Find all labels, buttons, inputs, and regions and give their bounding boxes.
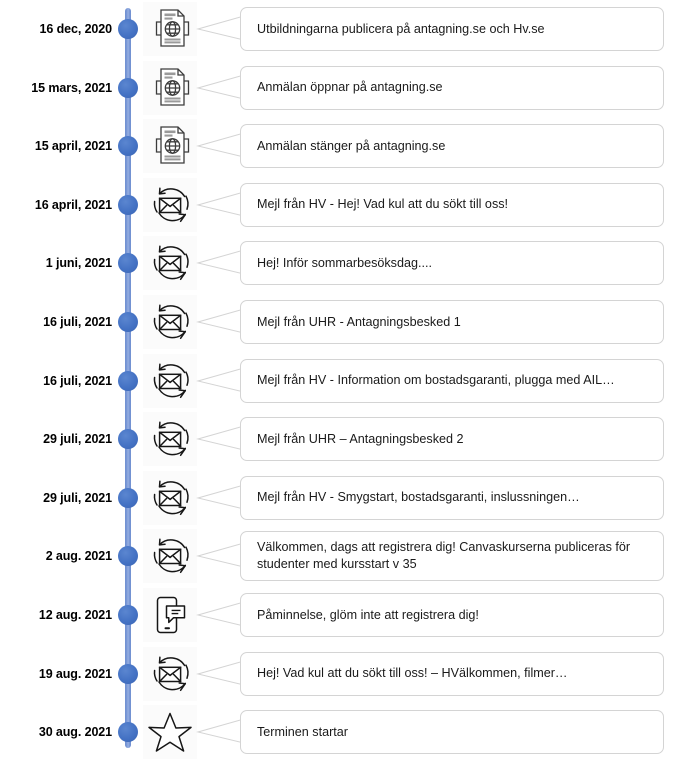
callout-tail — [196, 302, 244, 342]
event-date: 1 juni, 2021 — [45, 256, 112, 271]
timeline-node-dot[interactable] — [118, 371, 138, 391]
event-callout[interactable] — [240, 593, 664, 637]
event-callout[interactable] — [240, 241, 664, 285]
timeline-event-row — [0, 410, 687, 468]
timeline-event-row — [0, 586, 687, 644]
timeline-event-row — [0, 293, 687, 351]
event-text: Terminen startar — [257, 724, 348, 739]
web-document-icon — [147, 6, 193, 52]
event-text: Påminnelse, glöm inte att registrera dig! — [257, 607, 479, 622]
event-icon-cell — [143, 588, 197, 642]
event-icon-cell — [143, 295, 197, 349]
event-date: 16 juli, 2021 — [43, 315, 112, 329]
event-text: Hej! Vad kul att du sökt till oss! – HVälkommen, filmer… — [257, 666, 568, 681]
timeline-node-dot[interactable] — [118, 136, 138, 156]
timeline-node-dot[interactable] — [118, 195, 138, 215]
email-sync-icon — [146, 239, 194, 287]
email-sync-icon — [146, 181, 194, 229]
event-date: 15 april, 2021 — [34, 139, 112, 154]
event-callout[interactable] — [240, 300, 664, 344]
callout-tail-wrap — [196, 478, 244, 518]
timeline-node-dot[interactable] — [118, 19, 138, 39]
callout-tail — [196, 712, 244, 752]
event-date: 16 april, 2021 — [34, 197, 112, 212]
timeline-node-dot[interactable] — [118, 488, 138, 508]
timeline-node-dot[interactable] — [118, 605, 138, 625]
event-text: Utbildningarna publicera på antagning.se och Hv.se — [257, 21, 545, 36]
mobile-message-icon — [147, 592, 193, 638]
callout-tail-wrap — [196, 9, 244, 49]
event-text: Mejl från UHR – Antagningsbesked 2 — [257, 431, 464, 446]
email-sync-icon — [146, 474, 194, 522]
callout-tail — [196, 185, 244, 225]
event-date: 30 aug. 2021 — [38, 725, 112, 740]
event-icon-cell — [143, 529, 197, 583]
web-document-icon — [147, 123, 193, 169]
callout-tail-wrap — [196, 536, 244, 576]
timeline-event-row — [0, 59, 687, 117]
callout-tail — [196, 126, 244, 166]
event-callout[interactable] — [240, 531, 664, 581]
callout-tail — [196, 536, 244, 576]
event-date: 16 juli, 2021 — [43, 373, 112, 388]
callout-tail-wrap — [196, 654, 244, 694]
callout-tail-wrap — [196, 243, 244, 283]
event-icon-cell — [143, 236, 197, 290]
timeline-node-dot[interactable] — [118, 664, 138, 684]
timeline-event-row — [0, 645, 687, 703]
timeline-node-dot[interactable] — [118, 312, 138, 332]
event-date: 29 juli, 2021 — [43, 490, 112, 505]
timeline-event-row — [0, 352, 687, 410]
event-icon-cell — [143, 354, 197, 408]
event-date: 19 aug. 2021 — [38, 666, 112, 681]
event-icon-cell — [143, 412, 197, 466]
timeline-node-dot[interactable] — [118, 722, 138, 742]
event-callout[interactable] — [240, 66, 664, 110]
event-callout[interactable] — [240, 652, 664, 696]
event-text: Välkommen, dags att registrera dig! Canvaskurserna publiceras för studenter med kursstart v 35 — [257, 540, 631, 572]
event-icon-cell — [143, 647, 197, 701]
callout-tail-wrap — [196, 185, 244, 225]
timeline-event-row — [0, 0, 687, 58]
callout-tail — [196, 595, 244, 635]
event-icon-cell — [143, 119, 197, 173]
event-text: Mejl från UHR - Antagningsbesked 1 — [257, 314, 461, 329]
callout-tail — [196, 68, 244, 108]
event-icon-cell — [143, 61, 197, 115]
callout-tail-wrap — [196, 68, 244, 108]
event-icon-cell — [143, 178, 197, 232]
callout-tail — [196, 419, 244, 459]
event-date: 12 aug. 2021 — [38, 608, 112, 622]
email-sync-icon — [146, 357, 194, 405]
timeline-event-row — [0, 234, 687, 292]
event-callout[interactable] — [240, 183, 664, 227]
event-date: 29 juli, 2021 — [43, 432, 112, 447]
event-icon-cell — [143, 471, 197, 525]
callout-tail-wrap — [196, 126, 244, 166]
callout-tail-wrap — [196, 361, 244, 401]
email-sync-icon — [146, 415, 194, 463]
callout-tail — [196, 243, 244, 283]
timeline-event-row — [0, 469, 687, 527]
star-icon — [146, 708, 194, 756]
callout-tail — [196, 9, 244, 49]
event-callout[interactable] — [240, 417, 664, 461]
timeline-event-row — [0, 703, 687, 761]
timeline-node-dot[interactable] — [118, 78, 138, 98]
web-document-icon — [147, 65, 193, 111]
event-text: Mejl från HV - Smygstart, bostadsgaranti, inslussningen… — [257, 490, 580, 505]
event-icon-cell — [143, 2, 197, 56]
event-text: Mejl från HV - Hej! Vad kul att du sökt till oss! — [257, 197, 509, 212]
event-callout[interactable] — [240, 476, 664, 520]
event-date: 15 mars, 2021 — [31, 80, 112, 95]
timeline-event-row — [0, 117, 687, 175]
callout-tail-wrap — [196, 595, 244, 635]
event-callout[interactable] — [240, 124, 664, 168]
email-sync-icon — [146, 650, 194, 698]
event-callout[interactable] — [240, 7, 664, 51]
timeline-node-dot[interactable] — [118, 253, 138, 273]
callout-tail — [196, 654, 244, 694]
timeline-event-row — [0, 176, 687, 234]
email-sync-icon — [146, 298, 194, 346]
event-callout[interactable] — [240, 710, 664, 754]
timeline-node-dot[interactable] — [118, 546, 138, 566]
email-sync-icon — [146, 532, 194, 580]
event-text: Anmälan öppnar på antagning.se — [257, 80, 443, 95]
callout-tail — [196, 478, 244, 518]
callout-tail-wrap — [196, 419, 244, 459]
event-text: Anmälan stänger på antagning.se — [257, 138, 446, 153]
callout-tail-wrap — [196, 302, 244, 342]
callout-tail — [196, 361, 244, 401]
event-date: 16 dec, 2020 — [39, 22, 112, 36]
timeline-event-row — [0, 527, 687, 585]
callout-tail-wrap — [196, 712, 244, 752]
timeline-node-dot[interactable] — [118, 429, 138, 449]
event-date: 2 aug. 2021 — [45, 549, 112, 564]
event-text: Hej! Inför sommarbesöksdag.... — [257, 255, 432, 270]
event-callout[interactable] — [240, 359, 664, 403]
event-icon-cell — [143, 705, 197, 759]
event-text: Mejl från HV - Information om bostadsgaranti, plugga med AIL… — [257, 373, 615, 388]
